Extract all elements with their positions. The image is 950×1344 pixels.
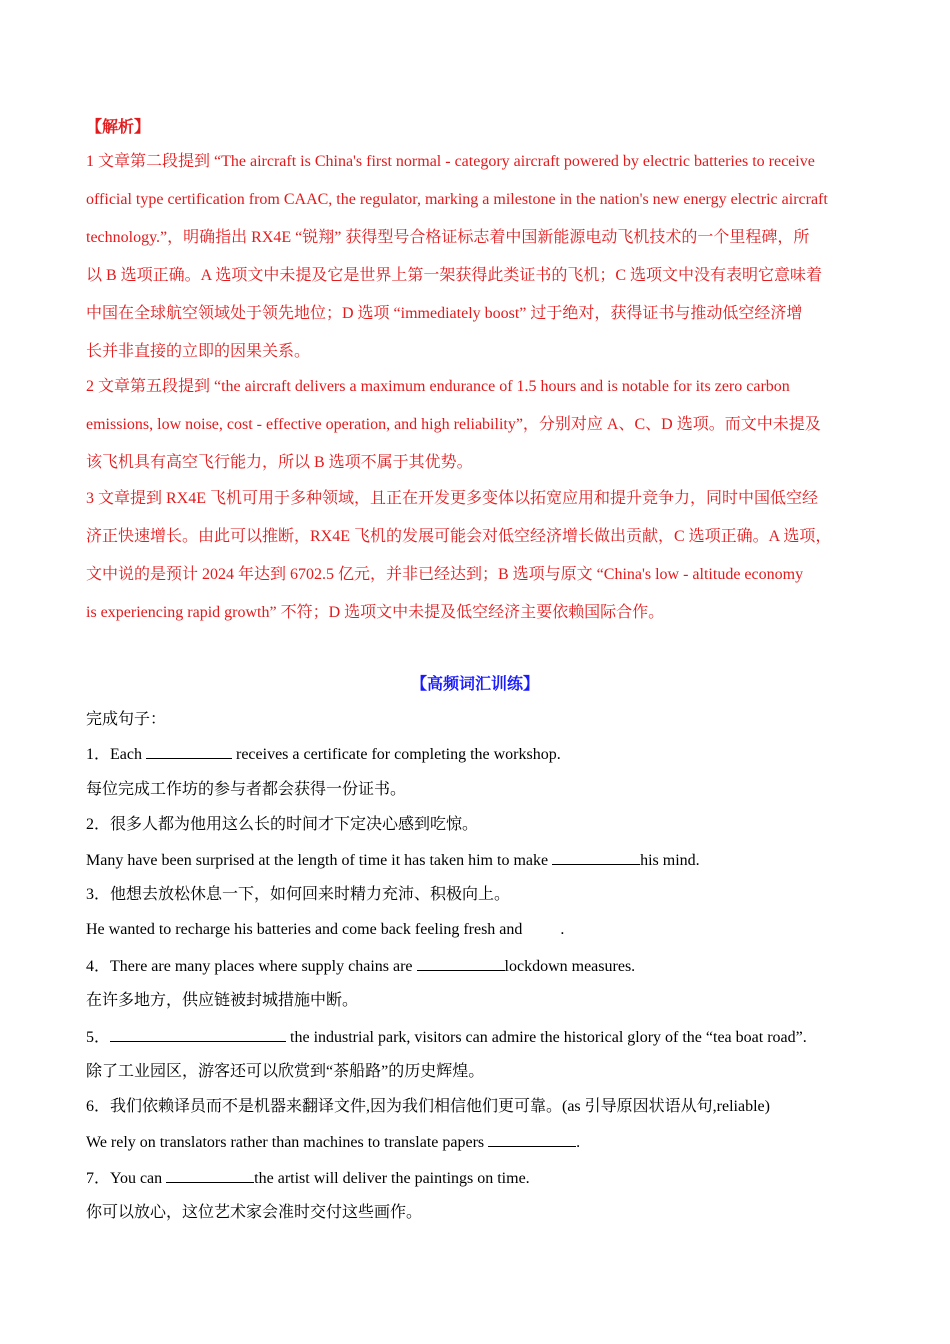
answer-blank[interactable] [417, 956, 505, 971]
exercise-text: He wanted to recharge his batteries and come back feeling fresh and [86, 921, 527, 938]
vocab-section-title: 【高频词汇训练】 [410, 676, 539, 693]
exercise-text: . [560, 921, 565, 938]
exercise-sentence [86, 920, 564, 940]
exercise-text: his mind. [640, 852, 700, 869]
exercise-translation: 在许多地方，供应链被封城措施中断。 [86, 992, 359, 1009]
analysis-line: 中国在全球航空领域处于领先地位；D 选项 “immediately boost” 过于绝对，获得证书与推动低空经济增 [86, 305, 803, 322]
exercise-translation: 你可以放心，这位艺术家会准时交付这些画作。 [86, 1204, 423, 1221]
analysis-heading: 【解析】 [86, 119, 151, 136]
exercise-text: receives a certificate for completing the workshop. [231, 746, 561, 763]
exercise-text: 4．There are many places where supply chains are [86, 958, 417, 975]
exercise-translation: 每位完成工作坊的参与者都会获得一份证书。 [86, 781, 407, 798]
exercise-sentence [86, 744, 561, 765]
answer-blank[interactable] [552, 850, 640, 865]
analysis-line: 该飞机具有高空飞行能力，所以 B 选项不属于其优势。 [86, 454, 473, 471]
analysis-line: technology.”，明确指出 RX4E “锐翔” 获得型号合格证标志着中国新能源电动飞机技术的一个里程碑，所 [86, 229, 810, 246]
answer-blank[interactable] [166, 1168, 254, 1183]
analysis-line: emissions, low noise, cost - effective operation, and high reliability”，分别对应 A、C、D 选项。而文中未提及 [86, 416, 821, 433]
exercise-text: 5． [86, 1029, 111, 1046]
analysis-line: 以 B 选项正确。A 选项文中未提及它是世界上第一架获得此类证书的飞机；C 选项文中没有表明它意味着 [86, 267, 823, 284]
exercise-text: the industrial park, visitors can admire the historical glory of the “tea boat road”. [286, 1029, 807, 1046]
analysis-line: 3 文章提到 RX4E 飞机可用于多种领域，且正在开发更多变体以拓宽应用和提升竞争力，同时中国低空经 [86, 490, 819, 507]
exercise-sentence [86, 1132, 580, 1153]
exercise-prompt: 2．很多人都为他用这么长的时间才下定决心感到吃惊。 [86, 816, 479, 833]
analysis-line: 2 文章第五段提到 “the aircraft delivers a maximum endurance of 1.5 hours and is notable for its zero carbon [86, 378, 790, 395]
answer-blank[interactable] [488, 1132, 576, 1147]
exercise-sentence [86, 850, 700, 871]
exercise-text: the artist will deliver the paintings on time. [254, 1170, 530, 1187]
exercise-sentence [86, 1027, 807, 1048]
exercise-sentence [86, 1168, 530, 1189]
exercise-text: We rely on translators rather than machines to translate papers [86, 1134, 489, 1151]
analysis-line: official type certification from CAAC, the regulator, marking a milestone in the nation's new energy electric aircraft [86, 191, 828, 208]
exercise-text: lockdown measures. [504, 958, 636, 975]
analysis-line: 文中说的是预计 2024 年达到 6702.5 亿元，并非已经达到；B 选项与原文 “China's low - altitude economy [86, 566, 804, 583]
analysis-line: is experiencing rapid growth” 不符；D 选项文中未提及低空经济主要依赖国际合作。 [86, 604, 665, 621]
exercise-text: 7．You can [86, 1170, 167, 1187]
exercise-prompt: 3．他想去放松休息一下，如何回来时精力充沛、积极向上。 [86, 886, 511, 903]
exercise-sentence [86, 956, 635, 977]
exercise-text: 1．Each [86, 746, 146, 763]
analysis-line: 1 文章第二段提到 “The aircraft is China's first normal - category aircraft powered by electric batteries to receive [86, 153, 815, 170]
answer-blank[interactable] [146, 744, 232, 759]
exercise-prompt: 6．我们依赖译员而不是机器来翻译文件,因为我们相信他们更可靠。(as 引导原因状语从句,reliable) [86, 1098, 770, 1115]
analysis-line: 长并非直接的立即的因果关系。 [86, 343, 311, 360]
vocab-instruction: 完成句子： [86, 711, 167, 728]
answer-blank[interactable] [110, 1027, 286, 1042]
exercise-text: . [576, 1134, 581, 1151]
exercise-text: Many have been surprised at the length of time it has taken him to make [86, 852, 553, 869]
analysis-line: 济正快速增长。由此可以推断，RX4E 飞机的发展可能会对低空经济增长做出贡献，C 选项正确。A 选项， [86, 528, 832, 545]
exercise-translation: 除了工业园区，游客还可以欣赏到“茶船路”的历史辉煌。 [86, 1063, 485, 1080]
